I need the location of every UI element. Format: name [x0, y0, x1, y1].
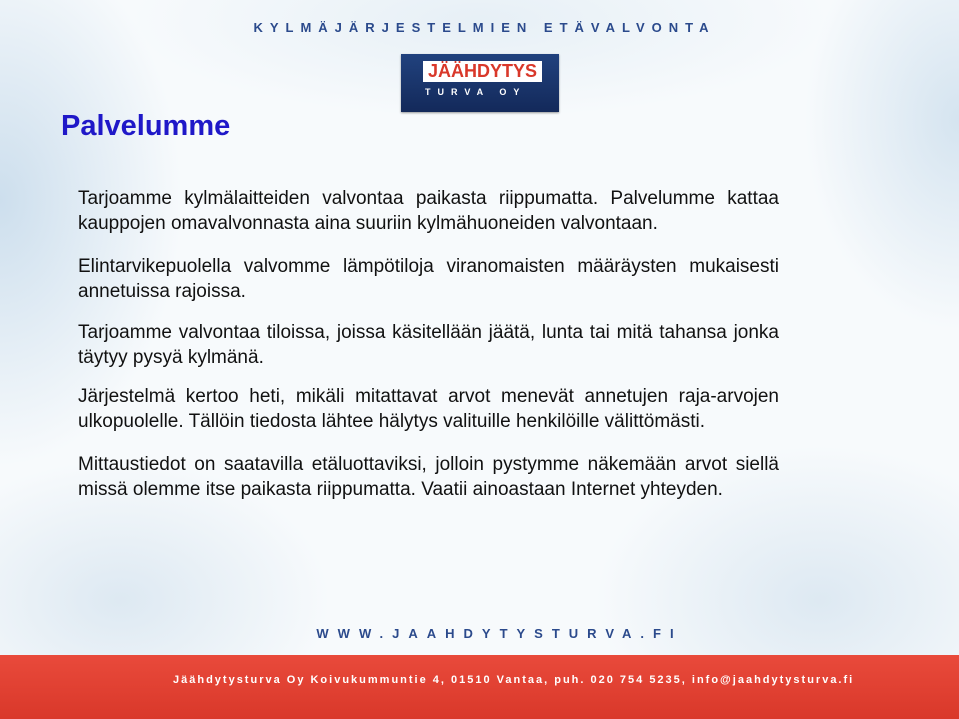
paragraph-intro: Tarjoamme kylmälaitteiden valvontaa paikasta riippumatta. Palvelumme kattaa kauppojen omavalvonnasta aina suuriin kylmähuoneiden valvontaan.: [78, 188, 779, 234]
paragraph-food: Elintarvikepuolella valvomme lämpötiloja viranomaisten määräysten mukaisesti annetuissa rajoissa.: [78, 256, 779, 302]
company-logo: [401, 54, 559, 112]
paragraph-remote: Mittaustiedot on saatavilla etäluottaviksi, jolloin pystymme näkemään arvot siellä missä olemme itse paikasta riippumatta. Vaatii ainoastaan Internet yhteyden.: [78, 454, 779, 500]
paragraph-ice: Tarjoamme valvontaa tiloissa, joissa käsitellään jäätä, lunta tai mitä tahansa jonka täytyy pysyä kylmänä.: [78, 322, 779, 368]
top-heading: KYLMÄJÄRJESTELMIEN ETÄVALVONTA: [253, 20, 716, 35]
website-url[interactable]: WWW.JAAHDYTYSTURVA.FI: [316, 626, 683, 641]
paragraph-alarm: Järjestelmä kertoo heti, mikäli mitattavat arvot menevät annetujen raja-arvojen ulkopuolelle. Tällöin tiedosta lähtee hälytys valituille henkilöille välittömästi.: [78, 386, 779, 432]
footer-bar: [0, 655, 959, 719]
slide-content: [78, 186, 779, 525]
footer-contact: Jäähdytysturva Oy Koivukummuntie 4, 01510 Vantaa, puh. 020 754 5235, info@jaahdytysturva.fi: [173, 674, 855, 686]
logo-main-text: JÄÄHDYTYS: [423, 61, 542, 82]
logo-sub-text: TURVA OY: [425, 87, 527, 97]
slide-title: Palvelumme: [61, 110, 231, 142]
